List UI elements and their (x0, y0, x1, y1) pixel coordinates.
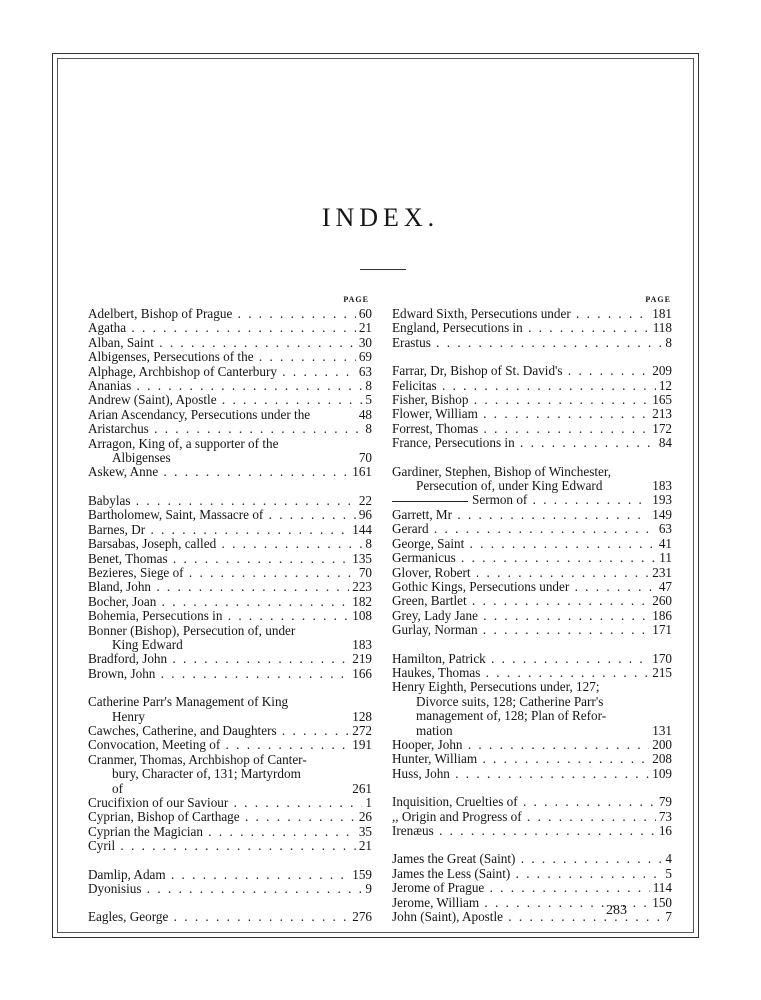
index-entry-page: 231 (649, 566, 672, 580)
index-entry-name: Cyril . . . (88, 839, 372, 853)
index-entry (88, 753, 372, 796)
index-entry (392, 493, 672, 507)
index-entry-name: Grey, Lady Jane . . . (392, 609, 672, 623)
index-entry (88, 868, 372, 882)
index-entry-name: Green, Bartlet . . . (392, 594, 672, 608)
index-entry (88, 437, 372, 466)
index-entry-page: 26 (356, 810, 372, 824)
index-entry-page: 69 (356, 350, 372, 364)
index-entry (88, 465, 372, 479)
index-entry-name: Eagles, George . . . (88, 910, 372, 924)
index-entry-page: 35 (356, 825, 372, 839)
index-entry-name: Hooper, John . . . (392, 738, 672, 752)
section-gap (88, 480, 372, 494)
index-entry-name: Bradford, John . . . (88, 652, 372, 666)
index-entry (88, 350, 372, 364)
index-entry-name: Fisher, Bishop . . . (392, 393, 672, 407)
index-entry-page: 182 (349, 595, 372, 609)
index-entry-name: Arian Ascendancy, Persecutions under the (88, 406, 311, 422)
index-entry (88, 667, 372, 681)
index-entry-name: Hunter, William . . . (392, 752, 672, 766)
index-entry-name: Dyonisius . . . (88, 882, 372, 896)
index-entry-name: Irenæus . . . (392, 824, 672, 838)
index-column-left (88, 296, 372, 925)
index-entry-page: 215 (649, 666, 672, 680)
section-gap (88, 854, 372, 868)
index-entry-page: 79 (656, 795, 672, 809)
index-entry-name: Catherine Parr's Management of King (88, 694, 289, 710)
section-gap (392, 638, 672, 652)
index-entry (88, 882, 372, 896)
index-entry-page: 8 (662, 336, 672, 350)
index-entry (392, 752, 672, 766)
index-entry-continuation: management of, 128; Plan of Refor- (416, 708, 607, 724)
index-entry-name: Cawches, Catherine, and Daughters . . . (88, 724, 372, 738)
index-column-right (392, 296, 672, 924)
index-entry-name: England, Persecutions in . . . (392, 321, 672, 335)
index-entry-name: Flower, William . . . (392, 407, 672, 421)
index-entry-page: 4 (662, 852, 672, 866)
index-entry-page: 186 (649, 609, 672, 623)
index-entry (88, 724, 372, 738)
index-entry-page: 73 (656, 810, 672, 824)
index-entry (392, 623, 672, 637)
index-entry (88, 379, 372, 393)
index-entry (392, 307, 672, 321)
index-entry-page: 70 (356, 451, 372, 465)
index-entry-name: Sermon of . . . (472, 493, 672, 507)
index-entry-name: Cyprian the Magician . . . (88, 825, 372, 839)
index-entry-name: Bonner (Bishop), Persecution of, under (88, 622, 296, 638)
index-entry-page: 171 (649, 623, 672, 637)
index-entry-name: Bland, John . . . (88, 580, 372, 594)
index-entry-page: 131 (649, 724, 672, 738)
index-entry-page: 272 (349, 724, 372, 738)
index-entry-continuation: Persecution of, under King Edward (416, 478, 603, 494)
section-gap (392, 781, 672, 795)
index-entry-name: Bezieres, Siege of . . . (88, 566, 372, 580)
index-entry-page: 181 (649, 307, 672, 321)
index-entry-name: ,, Origin and Progress of . . . (392, 810, 672, 824)
index-entry-page: 21 (356, 839, 372, 853)
index-entry-page: 193 (649, 493, 672, 507)
index-entry (392, 321, 672, 335)
index-entry-name: James the Less (Saint) . . . (392, 867, 672, 881)
index-entry (88, 365, 372, 379)
index-entry-page: 12 (656, 379, 672, 393)
index-entry (88, 508, 372, 522)
index-entry-page: 84 (656, 436, 672, 450)
index-entry-page: 8 (362, 537, 372, 551)
index-entry-name: Damlip, Adam . . . (88, 868, 372, 882)
index-entry-name: Babylas . . . (88, 494, 372, 508)
index-entry (392, 738, 672, 752)
index-entry-page: 96 (356, 508, 372, 522)
index-entry (392, 336, 672, 350)
index-entry-page: 170 (649, 652, 672, 666)
page-column-header: PAGE (645, 295, 671, 304)
index-entry (392, 666, 672, 680)
index-entry (392, 379, 672, 393)
index-entry-name: Jerome of Prague . . . (392, 881, 672, 895)
index-entry-name: Brown, John . . . (88, 667, 372, 681)
index-entry (88, 566, 372, 580)
index-entry-page: 11 (656, 551, 672, 565)
index-entry (392, 522, 672, 536)
index-entry (88, 825, 372, 839)
index-entry (392, 867, 672, 881)
index-entry-name: Henry Eighth, Persecutions under, 127; (392, 679, 600, 695)
index-entry-name: Felicitas . . . (392, 379, 672, 393)
index-entry-name: Gardiner, Stephen, Bishop of Winchester, (392, 463, 612, 479)
index-entry-name: France, Persecutions in . . . (392, 436, 672, 450)
index-entry-page: 159 (349, 868, 372, 882)
index-entry (88, 810, 372, 824)
index-entry-page: 21 (356, 321, 372, 335)
index-entry (88, 393, 372, 407)
index-entry-page: 165 (649, 393, 672, 407)
index-entry (88, 408, 372, 422)
index-entry-continuation: of (112, 780, 123, 796)
index-entry-name: Barnes, Dr . . . (88, 523, 372, 537)
index-entry (392, 810, 672, 824)
index-entry-name: Aristarchus . . . (88, 422, 372, 436)
index-entry-continuation: Henry (112, 708, 145, 724)
index-entry (88, 796, 372, 810)
index-entry-page: 276 (349, 910, 372, 924)
index-entry-page: 114 (650, 881, 672, 895)
section-gap (392, 838, 672, 852)
index-entry-page: 200 (649, 738, 672, 752)
index-entry (88, 595, 372, 609)
index-entry (392, 580, 672, 594)
index-entry (88, 738, 372, 752)
index-entry (392, 881, 672, 895)
index-entry (392, 652, 672, 666)
index-entry-name: Crucifixion of our Saviour . . . (88, 796, 372, 810)
index-entry-page: 63 (656, 522, 672, 536)
index-entry (392, 508, 672, 522)
index-entry (88, 624, 372, 653)
index-entry (392, 795, 672, 809)
index-entry-name: Askew, Anne . . . (88, 465, 372, 479)
index-entry-page: 208 (649, 752, 672, 766)
index-entry-continuation: Albigenses (112, 450, 171, 466)
index-entry-name: Cranmer, Thomas, Archbishop of Canter- (88, 751, 307, 767)
index-entry-name: Jerome, William . . . (392, 896, 672, 910)
index-entry (392, 910, 672, 924)
index-entry-page: 41 (656, 537, 672, 551)
index-entry (392, 824, 672, 838)
index-entry-name: Bartholomew, Saint, Massacre of . . . (88, 508, 372, 522)
index-entry-name: George, Saint . . . (392, 537, 672, 551)
ditto-dash (392, 501, 468, 502)
index-entry-page: 30 (356, 336, 372, 350)
index-entry-name: Andrew (Saint), Apostle . . . (88, 393, 372, 407)
index-entry (392, 422, 672, 436)
title-rule (360, 269, 406, 270)
index-entry-page: 16 (656, 824, 672, 838)
index-entry-page: 7 (662, 910, 672, 924)
index-entry-page: 8 (362, 422, 372, 436)
index-entry-page: 161 (349, 465, 372, 479)
index-entry (88, 321, 372, 335)
index-entry-page: 5 (362, 393, 372, 407)
index-entry-page: 128 (349, 710, 372, 724)
index-entry-page: 183 (649, 479, 672, 493)
index-entry (88, 910, 372, 924)
index-entry-name: Glover, Robert . . . (392, 566, 672, 580)
index-entry-page: 8 (362, 379, 372, 393)
index-entry-page: 9 (362, 882, 372, 896)
index-entry (392, 364, 672, 378)
index-entry-page: 5 (662, 867, 672, 881)
index-entry-page: 261 (349, 782, 372, 796)
index-entry-name: Forrest, Thomas . . . (392, 422, 672, 436)
index-entry-page: 166 (349, 667, 372, 681)
index-entry-name: James the Great (Saint) . . . (392, 852, 672, 866)
index-entry (88, 523, 372, 537)
index-entry-name: Adelbert, Bishop of Prague . . . (88, 307, 372, 321)
index-entry (392, 551, 672, 565)
index-entry-page: 219 (349, 652, 372, 666)
page-column-header: PAGE (343, 295, 369, 304)
index-entry (392, 465, 672, 494)
page-title: INDEX. (321, 203, 440, 232)
index-entry (88, 580, 372, 594)
index-entry-page: 118 (650, 321, 672, 335)
index-entry-name: Alban, Saint . . . (88, 336, 372, 350)
index-entry-page: 172 (649, 422, 672, 436)
index-entry-name: Alphage, Archbishop of Canterbury . . . (88, 365, 372, 379)
index-entry-name: Farrar, Dr, Bishop of St. David's . . . (392, 364, 672, 378)
index-entry (88, 552, 372, 566)
index-entry-page: 223 (349, 580, 372, 594)
index-entry-page: 213 (649, 407, 672, 421)
index-entry-name: Huss, John . . . (392, 767, 672, 781)
index-entry-page: 144 (349, 523, 372, 537)
index-entry (88, 652, 372, 666)
index-entry-continuation: Divorce suits, 128; Catherine Parr's (416, 693, 604, 709)
index-entry-name: John (Saint), Apostle . . . (392, 910, 672, 924)
index-entry-continuation: bury, Character of, 131; Martyrdom (112, 766, 301, 782)
index-entry-name: Bohemia, Persecutions in . . . (88, 609, 372, 623)
index-entry-name: Barsabas, Joseph, called . . . (88, 537, 372, 551)
index-entry-name: Gurlay, Norman . . . (392, 623, 672, 637)
index-entry (392, 680, 672, 738)
index-entry-page: 135 (349, 552, 372, 566)
index-entry-name: Cyprian, Bishop of Carthage . . . (88, 810, 372, 824)
index-entry (392, 436, 672, 450)
index-entry (88, 695, 372, 724)
section-gap (392, 451, 672, 465)
index-entry (392, 594, 672, 608)
index-entry-name: Erastus . . . (392, 336, 672, 350)
index-entry-name: Convocation, Meeting of . . . (88, 738, 372, 752)
index-entry-name: Benet, Thomas . . . (88, 552, 372, 566)
index-entry (88, 422, 372, 436)
index-entry-page: 70 (356, 566, 372, 580)
index-entry-page: 149 (649, 508, 672, 522)
index-entry-name: Edward Sixth, Persecutions under . . . (392, 307, 672, 321)
index-entry-name: Arragon, King of, a supporter of the (88, 435, 279, 451)
index-entry (392, 767, 672, 781)
index-entry-page: 183 (349, 638, 372, 652)
index-entry (88, 494, 372, 508)
index-entry-page: 22 (356, 494, 372, 508)
index-entry-name: Ananias . . . (88, 379, 372, 393)
index-entry (88, 336, 372, 350)
index-entry (392, 393, 672, 407)
section-gap (88, 681, 372, 695)
index-entry-page: 109 (649, 767, 672, 781)
index-entry (88, 537, 372, 551)
index-entry (88, 307, 372, 321)
index-entry-page: 191 (349, 738, 372, 752)
index-entry (392, 407, 672, 421)
index-entry-page: 1 (362, 796, 372, 810)
index-entry-page: 60 (356, 307, 372, 321)
index-entry (392, 896, 672, 910)
index-entry-page: 260 (649, 594, 672, 608)
index-entry-name: Germanicus . . . (392, 551, 672, 565)
index-entry (88, 839, 372, 853)
index-entry-continuation: King Edward (112, 636, 183, 652)
section-gap (88, 896, 372, 910)
index-entry-name: Inquisition, Cruelties of . . . (392, 795, 672, 809)
index-entry-page: 48 (356, 408, 372, 422)
index-entry (392, 566, 672, 580)
index-entry (392, 852, 672, 866)
index-entry-name: Albigenses, Persecutions of the . . . (88, 350, 372, 364)
index-entry-name: Hamilton, Patrick . . . (392, 652, 672, 666)
index-entry (88, 609, 372, 623)
index-entry-name: Bocher, Joan . . . (88, 595, 372, 609)
index-entry (392, 609, 672, 623)
index-entry-continuation: mation (416, 722, 453, 738)
index-entry-page: 63 (356, 365, 372, 379)
index-entry-page: 150 (649, 896, 672, 910)
index-entry-name: Gerard . . . (392, 522, 672, 536)
section-gap (392, 350, 672, 364)
index-entry-name: Agatha . . . (88, 321, 372, 335)
index-entry-name: Gothic Kings, Persecutions under . . . (392, 580, 672, 594)
page-number: 283 (606, 903, 627, 918)
index-entry-page: 47 (656, 580, 672, 594)
index-entry-name: Haukes, Thomas . . . (392, 666, 672, 680)
index-entry (392, 537, 672, 551)
index-entry-page: 209 (649, 364, 672, 378)
index-entry-name: Garrett, Mr . . . (392, 508, 672, 522)
index-entry-page: 108 (349, 609, 372, 623)
